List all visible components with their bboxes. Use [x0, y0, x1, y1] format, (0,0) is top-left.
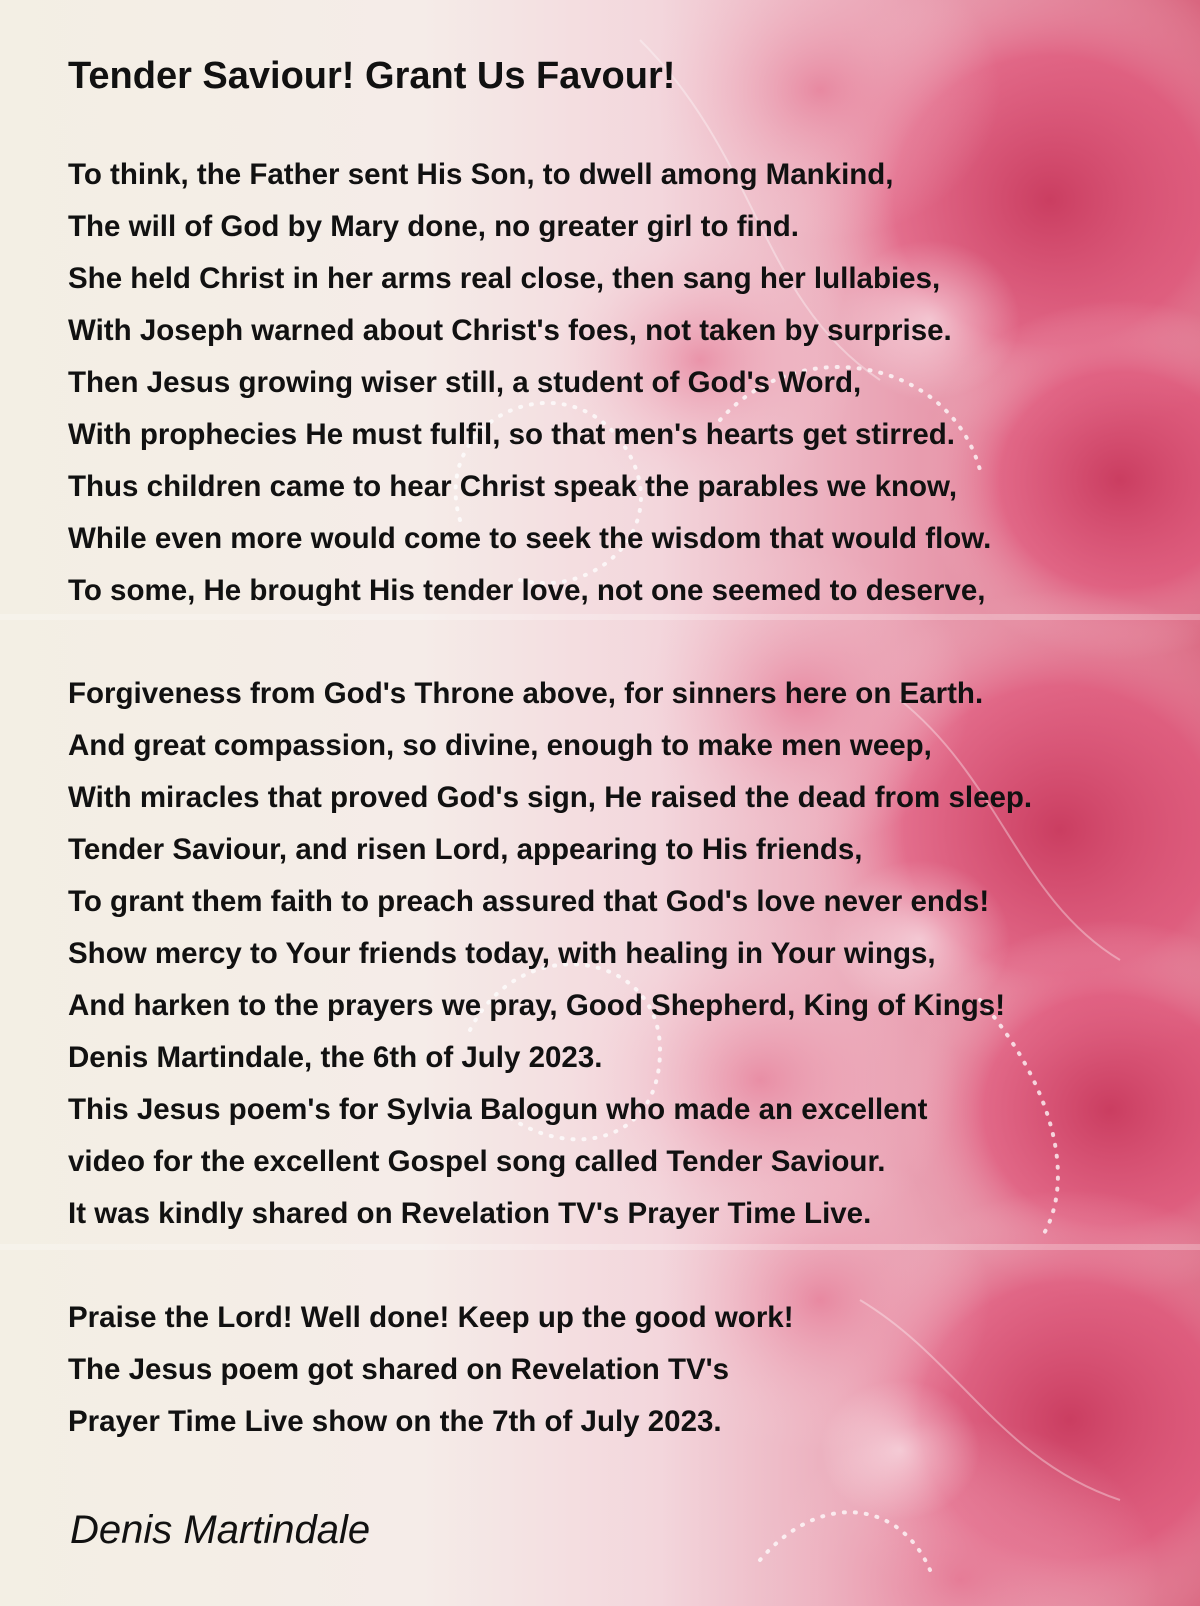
poem-line: The Jesus poem got shared on Revelation TV's — [68, 1353, 730, 1386]
poem-line: The will of God by Mary done, no greater girl to find. — [68, 210, 799, 243]
poem-line: Denis Martindale, the 6th of July 2023. — [68, 1041, 603, 1074]
poem-line: With miracles that proved God's sign, He raised the dead from sleep. — [68, 781, 1033, 814]
poem-line: With prophecies He must fulfil, so that men's hearts get stirred. — [68, 418, 955, 451]
poem-line: Tender Saviour, and risen Lord, appearing to His friends, — [68, 833, 863, 866]
stanza-3 — [68, 1292, 794, 1448]
poem-line: To grant them faith to preach assured that God's love never ends! — [68, 885, 990, 918]
poem-line: Thus children came to hear Christ speak the parables we know, — [68, 470, 958, 503]
poem-line: While even more would come to seek the wisdom that would flow. — [68, 522, 992, 555]
author-name: Denis Martindale — [70, 1508, 371, 1552]
poem-line: Then Jesus growing wiser still, a student of God's Word, — [68, 366, 862, 399]
poem-line: To think, the Father sent His Son, to dwell among Mankind, — [68, 158, 894, 191]
poem-line: Show mercy to Your friends today, with healing in Your wings, — [68, 937, 936, 970]
stanza-1 — [68, 149, 991, 617]
poem-line: Praise the Lord! Well done! Keep up the good work! — [68, 1301, 794, 1334]
poem-line: Forgiveness from God's Throne above, for sinners here on Earth. — [68, 677, 984, 710]
poem-line: To some, He brought His tender love, not one seemed to deserve, — [68, 574, 986, 607]
poem-line: And harken to the prayers we pray, Good Shepherd, King of Kings! — [68, 989, 1006, 1022]
poem-line: It was kindly shared on Revelation TV's Prayer Time Live. — [68, 1197, 872, 1230]
poem-line: She held Christ in her arms real close, then sang her lullabies, — [68, 262, 941, 295]
poem-line: This Jesus poem's for Sylvia Balogun who made an excellent — [68, 1093, 928, 1126]
poem-line: video for the excellent Gospel song called Tender Saviour. — [68, 1145, 886, 1178]
poem-line: And great compassion, so divine, enough to make men weep, — [68, 729, 932, 762]
poem-line: With Joseph warned about Christ's foes, not taken by surprise. — [68, 314, 952, 347]
poem-title: Tender Saviour! Grant Us Favour! — [68, 55, 676, 97]
stanza-2 — [68, 668, 1032, 1240]
poem-line: Prayer Time Live show on the 7th of July 2023. — [68, 1405, 722, 1438]
